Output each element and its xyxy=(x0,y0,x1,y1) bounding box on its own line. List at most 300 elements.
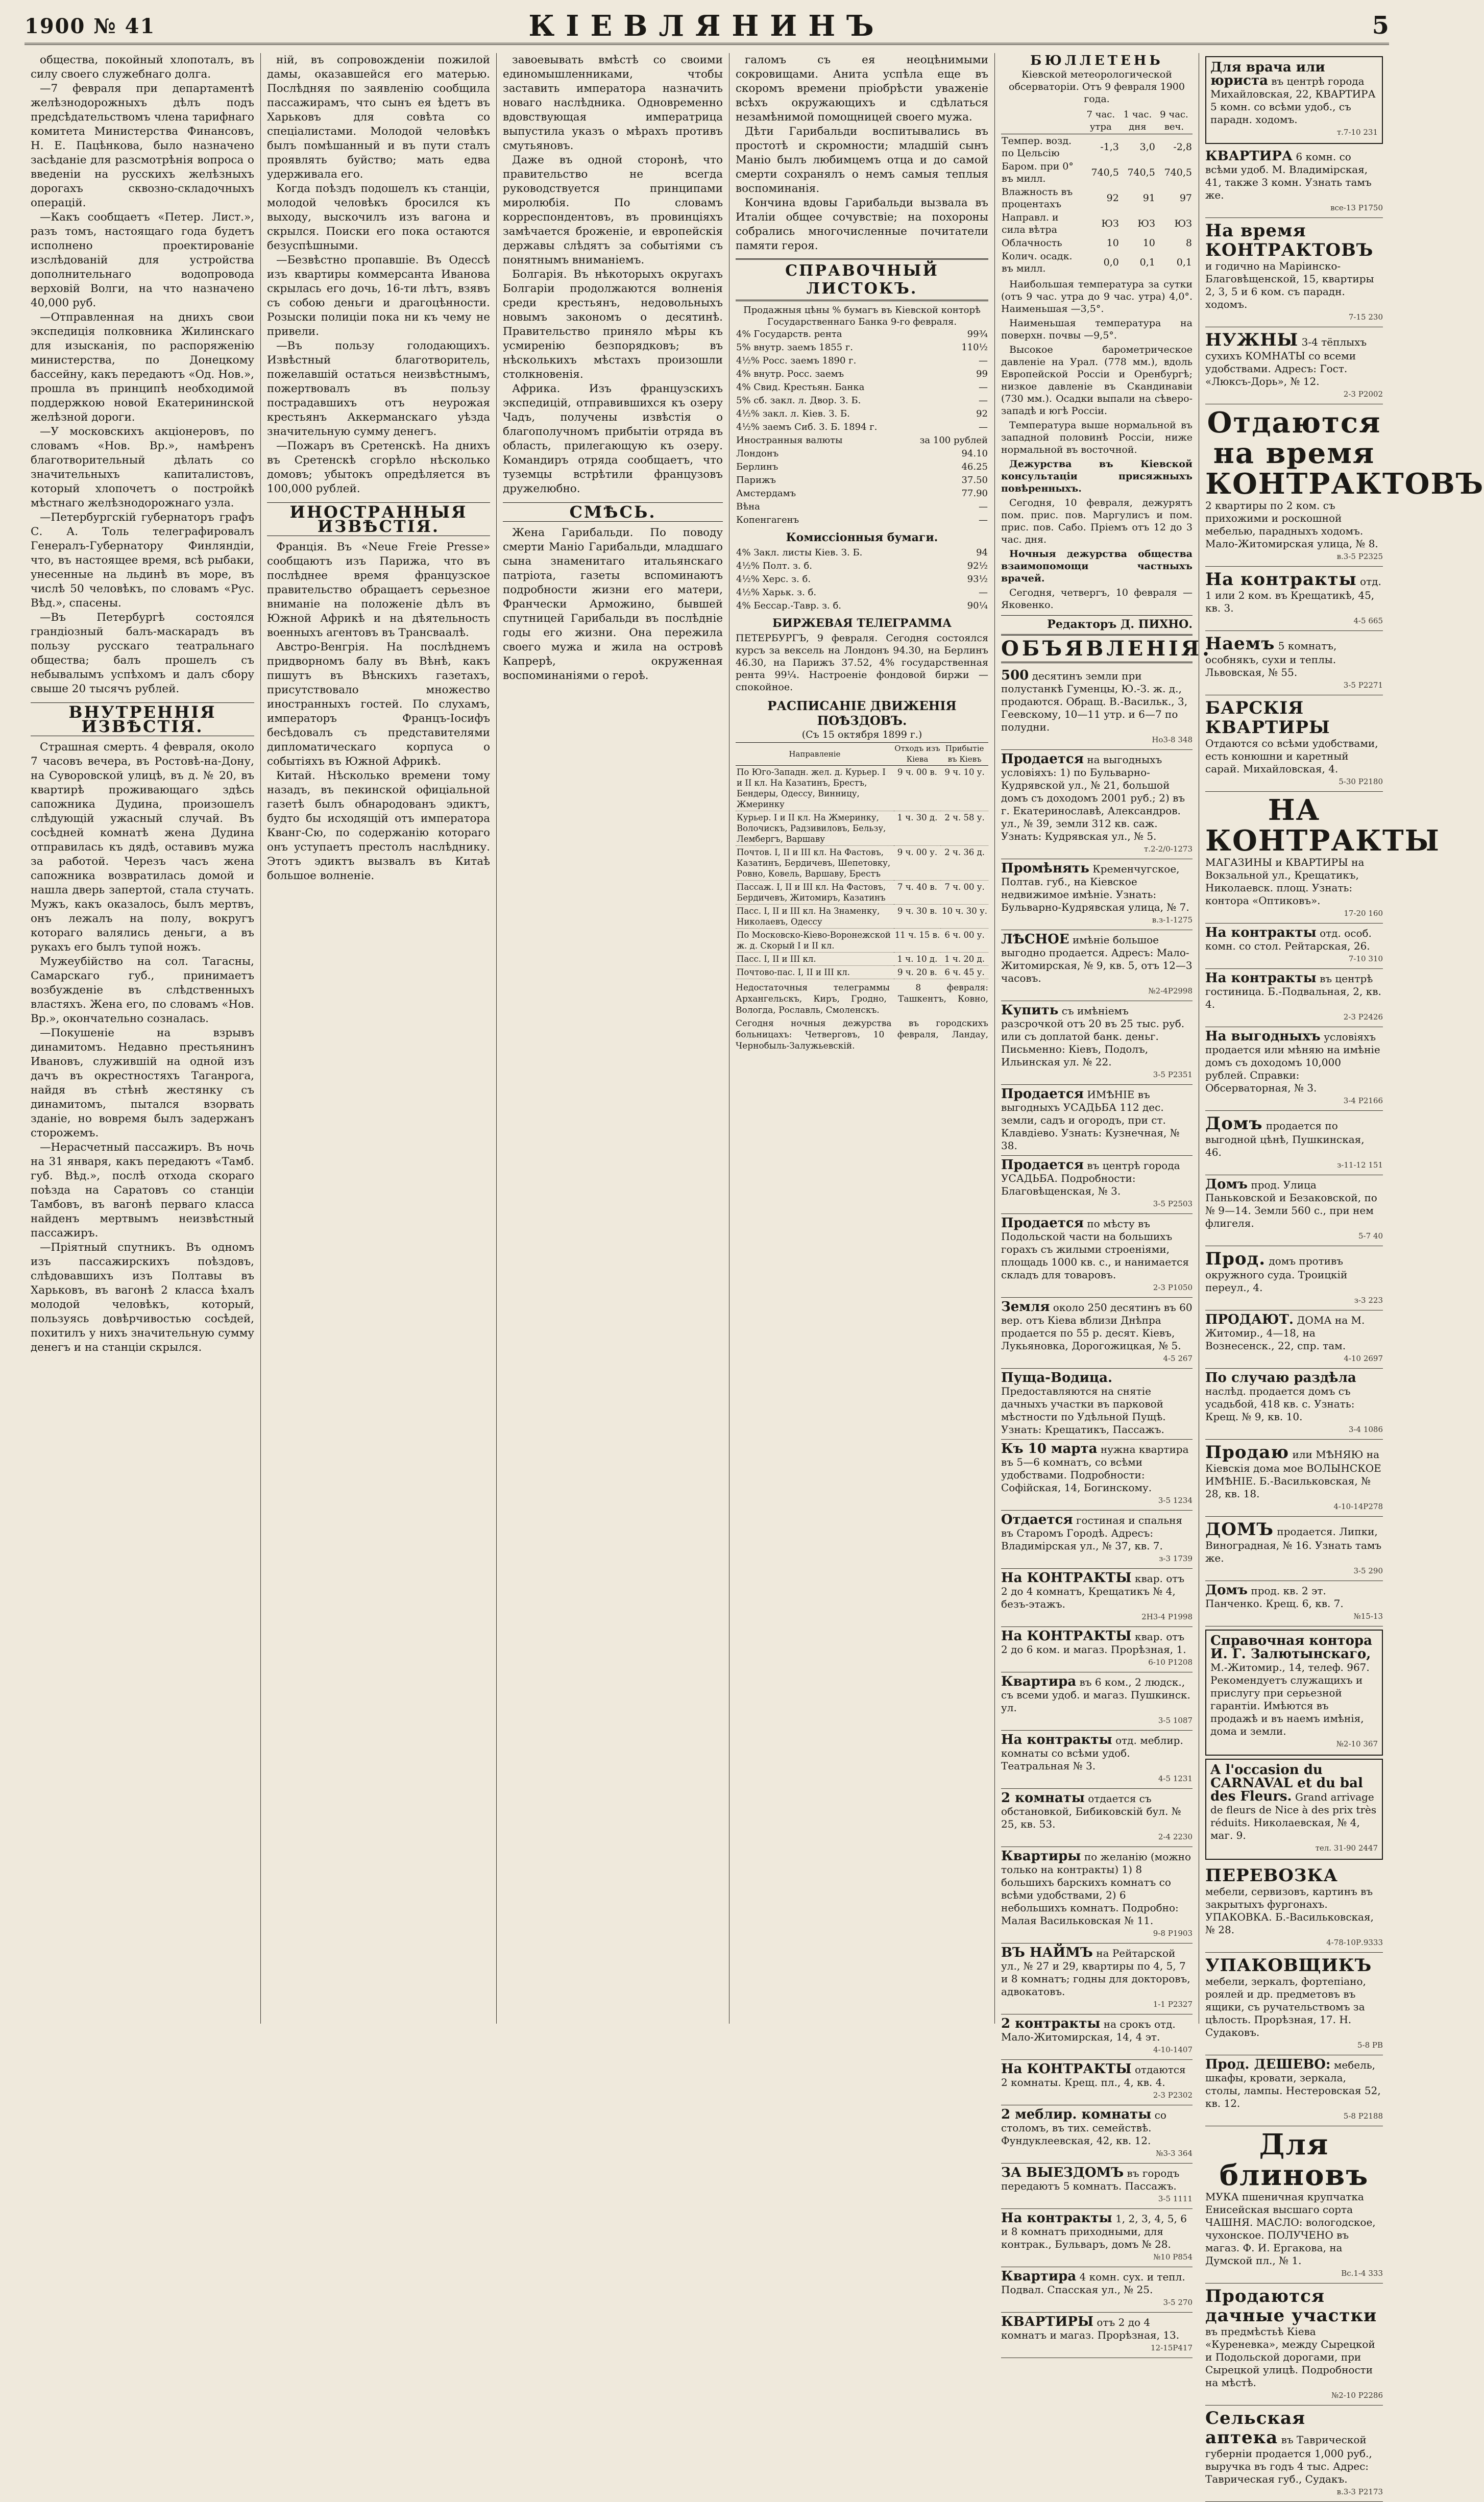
rate-name: 5% сб. закл. л. Двор. З. Б. xyxy=(736,395,861,406)
timetable-title: РАСПИСАНІЕ ДВИЖЕНІЯ ПОѢЗДОВЪ. xyxy=(767,698,957,728)
classified-ad xyxy=(1001,2060,1193,2105)
rate-value: 77.90 xyxy=(961,488,988,499)
paragraph: Сегодня, 10 февраля, дежурятъ пом. прис. пов. Маргулисъ и пом. прис. пов. Сабо. Пріемъ отъ 12 до 3 час. дня. xyxy=(1001,497,1193,545)
section-head-misc: СМѢСЬ. xyxy=(503,502,723,522)
paragraph: —Отправленная на днихъ свои экспедиція полковника Жилинскаго для изысканія, по распоряженію министерства, по Донецкому бассейну, какъ передаютъ «Од. Нов.», прошла въ принципѣ необходимой поддержкою новой Екатерининской желѣзной дороги. xyxy=(31,311,254,424)
departure-time: 9 ч. 00 в. xyxy=(894,766,941,811)
classified-ad xyxy=(1205,2284,1383,2406)
classified-ad xyxy=(1001,666,1193,750)
departure-time: 1 ч. 30 д. xyxy=(894,811,941,846)
ad-ref: т.2-2/0-1273 xyxy=(1144,844,1193,854)
rate-row xyxy=(736,599,988,613)
ad-ref: 3-5 1087 xyxy=(1158,1716,1193,1725)
ad-text: 3-4 тёплыхъ сухихъ КОМНАТЫ со всеми удобствами. Адресъ: Гост. «Люксъ-Дорь», № 12. xyxy=(1205,336,1367,387)
departure-time: 11 ч. 15 в. xyxy=(894,929,941,953)
classified-ad xyxy=(1205,1581,1383,1626)
ad-lead: Прод. xyxy=(1205,1249,1266,1269)
paragraph: Китай. Нѣсколько времени тому назадъ, въ пекинской офиціальной газетѣ былъ обнародованъ эдиктъ, будто бы исходящій отъ императора Кванг-Сю, по содержанію котораго онъ уступаетъ престолъ наслѣднику. Этотъ эдиктъ вызвалъ въ Китаѣ большое волненіе. xyxy=(267,769,490,882)
classified-ad xyxy=(1205,2055,1383,2126)
ad-lead: КВАРТИРА xyxy=(1205,149,1293,164)
paragraph: Кончина вдовы Гарибальди вызвала въ Италіи общее сочувствіе; на похороны собрались многочисленные почитатели памяти героя. xyxy=(736,197,988,252)
weather-param: Облачность xyxy=(1002,237,1062,249)
rate-name: Вѣна xyxy=(736,501,760,512)
rate-value: 90¼ xyxy=(967,600,988,611)
paragraph: Страшная смерть. 4 февраля, около 7 часовъ вечера, въ Ростовѣ-на-Дону, на Суворовской улицѣ, въ д. № 20, въ квартирѣ проживающаго здѣсь сапожника Дудина, произошелъ слѣдующій ужасный случай. Въ сосѣдней комнатѣ жена Дудина отправилась къ дядѣ, оставивъ мужа за работой. Черезъ часъ жена сапожника возвратилась домой и нашла дверь запертой, стала стучать. Мужъ, какъ оказалось, былъ мертвъ, онъ лежалъ на полу, вокругъ котораго валялись деньги, а въ рукахъ его былъ тупой ножъ. xyxy=(31,741,254,954)
duty-note: Сегодня ночныя дежурства въ городскихъ больницахъ: Четверговъ, 10 февраля, Ландау, Чернобыль-Залужьевскій. xyxy=(736,1018,988,1051)
classified-ad xyxy=(1205,1440,1383,1517)
ad-ref: 3-5 Р2351 xyxy=(1153,1070,1193,1079)
ad-lead: На выгодныхъ xyxy=(1205,1029,1321,1044)
ad-lead: ЗА ВЫЕЗДОМЪ xyxy=(1001,2165,1124,2180)
ad-ref: 7-10 310 xyxy=(1348,954,1383,963)
ad-ref: №2-10 367 xyxy=(1336,1739,1378,1748)
classified-ad xyxy=(1001,2209,1193,2267)
ad-lead: Продаю xyxy=(1205,1442,1290,1463)
ad-ref: тел. 31-90 2447 xyxy=(1315,1843,1378,1853)
departure-time: 9 ч. 00 у. xyxy=(894,846,941,881)
ad-text: мебели, сервизовъ, картинъ въ закрытыхъ фургонахъ. УПАКОВКА. Б.-Васильковская, № 28. xyxy=(1205,1885,1374,1936)
ad-text: квар. отъ 2 до 4 комнатъ, Крещатикъ № 4, безъ-этажъ. xyxy=(1001,1572,1185,1610)
paragraph: Высокое барометрическое давленіе на Урал. (778 мм.), вдоль Европейской Россіи и Оренбургѣ; низкое давленіе въ Скандинавіи (730 мм.). Осадки выпали на сѣверо-западѣ и югѣ Россіи. xyxy=(1001,344,1193,417)
ad-ref: 2-4 2230 xyxy=(1158,1832,1193,1841)
rate-row xyxy=(736,434,988,447)
rate-value: 46.25 xyxy=(961,461,988,472)
rate-value: — xyxy=(979,395,988,406)
ad-lead: Домъ xyxy=(1205,1583,1248,1598)
weather-value: 740,5 xyxy=(1164,167,1192,178)
weather-value: 91 xyxy=(1142,192,1155,204)
paragraph: —Въ пользу голодающихъ. Извѣстный благотворитель, пожелавшій остаться неизвѣстнымъ, пожертвовалъ въ пользу пострадавшихъ отъ неурожая крестьянъ Аккерманскаго уѣзда значительную сумму денегъ. xyxy=(267,339,490,438)
weather-param: Темпер. возд. по Цельсію xyxy=(1002,135,1072,159)
telegram-title: БИРЖЕВАЯ ТЕЛЕГРАММА xyxy=(772,617,952,630)
column-4 xyxy=(729,53,994,2024)
train-route: Пасс. I, II и III кл. На Знаменку, Николаевъ, Одессу xyxy=(736,905,894,929)
rate-row xyxy=(736,394,988,407)
ad-ref: Но3-8 348 xyxy=(1152,735,1193,744)
bulletin-subtitle: Кіевской метеорологической обсерваторіи. Отъ 9 февраля 1900 года. xyxy=(1009,69,1185,105)
classified-ad xyxy=(1205,969,1383,1027)
rate-row xyxy=(736,514,988,527)
ad-ref: 1-1 Р2327 xyxy=(1153,2000,1193,2009)
timetable-subtitle: (Съ 15 октября 1899 г.) xyxy=(801,729,922,740)
paragraph: —7 февраля при департаментѣ желѣзнодорожныхъ дѣлъ подъ предсѣдательствомъ члена тарифнаго комитета Министерства Финансовъ, Н. Е. Пацѣнкова, было назначено засѣданіе для разсмотрѣнія вопроса о введеніи на русскихъ желѣзныхъ дорогахъ сквозно-складочныхъ операцій. xyxy=(31,82,254,209)
ad-ref: №10 Р854 xyxy=(1153,2252,1193,2262)
ad-ref: 9-8 Р1903 xyxy=(1153,1929,1193,1938)
ad-text: по мѣсту въ Подольской части на большихъ горахъ съ жилыми строеніями, площадь 1000 кв. с., и нанимается складъ для товаровъ. xyxy=(1001,1218,1189,1281)
rate-row xyxy=(736,447,988,460)
telegram-note: Недостаточныя телеграммы 8 февраля: Архангельскъ, Киръ, Гродно, Ташкентъ, Ковно, Вологда, Рославль, Смоленскъ. xyxy=(736,983,988,1015)
ad-text: отд. 1 или 2 ком. въ Крещатикѣ, 45, кв. 3. xyxy=(1205,575,1381,614)
weather-header: 9 час. веч. xyxy=(1156,108,1193,134)
ad-lead: Для блиновъ xyxy=(1219,2128,1369,2192)
arrival-time: 2 ч. 36 д. xyxy=(941,846,988,881)
classified-ad xyxy=(1001,1001,1193,1085)
weather-value: 8 xyxy=(1185,237,1192,249)
arrival-time: 7 ч. 00 у. xyxy=(941,881,988,905)
ad-ref: в.3-3 Р2173 xyxy=(1336,2487,1383,2496)
weather-value: ЮЗ xyxy=(1101,218,1119,229)
weather-param: Направл. и сила вѣтра xyxy=(1002,212,1059,235)
newspaper-title: КІЕВЛЯНИНЪ xyxy=(528,9,885,43)
paragraph: галомъ съ ея неоцѣнимыми сокровищами. Анита успѣла еще въ скоромъ времени пріобрѣсти уваженіе всѣхъ окружающихъ и сдѣлаться незамѣнимой помощницей своего мужа. xyxy=(736,54,988,124)
ad-lead: Прод. ДЕШЕВО: xyxy=(1205,2057,1331,2072)
classified-ad xyxy=(1205,792,1440,924)
paragraph: завоевывать вмѣстѣ со своими единомышленниками, чтобы заставить императора назначить новаго наслѣдника. Одновременно вдовствующая императрица выпустила указъ о мѣрахъ противъ смутьяновъ. xyxy=(503,54,723,152)
weather-value: 97 xyxy=(1179,192,1192,204)
ad-lead: На контракты xyxy=(1205,925,1317,940)
ad-text: на выгодныхъ условіяхъ: 1) по Бульварно-Кудрявской ул., № 21, большой домъ съ доходомъ 2001 руб.; 2) въ г. Екатеринославѣ, Александров. ул., № 39, земли 312 кв. саж. Узнать: Кудрявская ул., № 5. xyxy=(1001,754,1185,842)
ad-text: гостиная и спальня въ Старомъ Городѣ. Адресъ: Владимірская ул., № 37, кв. 7. xyxy=(1001,1514,1183,1552)
classified-ad xyxy=(1205,1027,1383,1111)
ad-ref: №15-13 xyxy=(1353,1612,1383,1621)
ad-ref: 2-3 Р1050 xyxy=(1153,1283,1193,1292)
classified-ad xyxy=(1001,1085,1193,1156)
ad-lead: Продается xyxy=(1001,751,1084,767)
rate-name: Иностранныя валюты xyxy=(736,435,843,446)
rate-value: 99 xyxy=(976,369,988,379)
ad-ref: в.з-1-1275 xyxy=(1152,915,1193,925)
ad-lead: Продается xyxy=(1001,1086,1084,1102)
telegram-text: ПЕТЕРБУРГЪ, 9 февраля. Сегодня состоялся курсъ за вексель на Лондонъ 94.30, на Берлинъ 46.30, на Парижъ 37.52, 4% государственная рента 99¼. Настроеніе фондовой биржи — спокойное. xyxy=(736,633,988,693)
ad-ref: 6-10 Р1208 xyxy=(1148,1658,1193,1667)
train-route: Курьер. I и II кл. На Жмеринку, Волочискъ, Радзивиловъ, Бельзу, Лембергъ, Варшаву xyxy=(736,811,894,846)
timetable-header: Направленіе xyxy=(736,743,894,766)
rate-row xyxy=(736,381,988,394)
classified-ad xyxy=(1001,1369,1193,1440)
rate-value: за 100 рублей xyxy=(919,435,988,446)
rate-row xyxy=(736,560,988,573)
weather-value: 10 xyxy=(1106,237,1119,249)
weather-header: 7 час. утра xyxy=(1082,108,1120,134)
reference-subtitle: Продажныя цѣны % бумагъ въ Кіевской конторѣ Государственнаго Банка 9-го февраля. xyxy=(743,305,981,327)
rate-row xyxy=(736,573,988,586)
classified-ad xyxy=(1001,1569,1193,1627)
paragraph: ній, въ сопровожденіи пожилой дамы, оказавшейся его матерью. Послѣдняя по заявленію сообщила пассажирамъ, что сынъ ея ѣдетъ въ Харьковъ для совѣта со спеціалистами. Молодой человѣкъ былъ помѣшанный и въ пути сталъ проявлять буйство; мать едва удерживала его. xyxy=(267,54,490,181)
col1-news xyxy=(31,53,254,696)
ad-ref: 17-20 160 xyxy=(1344,909,1383,918)
timetable-row xyxy=(736,846,988,881)
classified-ad xyxy=(1205,56,1383,144)
ad-lead: На контракты xyxy=(1001,1732,1112,1747)
weather-header: 1 час. дня xyxy=(1120,108,1156,134)
timetable-row xyxy=(736,953,988,966)
ad-ref: 3-4 1086 xyxy=(1348,1425,1383,1434)
weather-value: 92 xyxy=(1106,192,1119,204)
paragraph: Болгарія. Въ нѣкоторыхъ округахъ Болгаріи продолжаются волненія среди крестьянъ, недовольныхъ новымъ закономъ о десятинѣ. Правительство приняло мѣры къ усмиренію безпорядковъ; въ нѣсколькихъ мѣстахъ произошли столкновенія. xyxy=(503,268,723,381)
internal-news xyxy=(31,740,254,1355)
rate-value: 92 xyxy=(976,408,988,419)
ad-lead: Продаются дачные участки xyxy=(1205,2286,1377,2326)
paragraph: —Пріятный спутникъ. Въ одномъ изъ пассажирскихъ поѣздовъ, слѣдовавшихъ изъ Полтавы въ Харьковъ, въ вагонѣ 2 класса ѣхалъ молодой человѣкъ, который, пользуясь довѣрчивостью сосѣдей, похитилъ у нихъ значительную сумму денегъ и на станціи скрылся. xyxy=(31,1241,254,1354)
ad-text: въ центрѣ города УСАДЬБА. Подробности: Благовѣщенская, № 3. xyxy=(1001,1159,1180,1197)
rate-row xyxy=(736,460,988,474)
classified-ad xyxy=(1205,695,1383,792)
column-1 xyxy=(25,53,260,2024)
train-route: Почтов. I, II и III кл. На Фастовъ, Казатинъ, Бердичевъ, Шепетовку, Ровно, Ковель, Варшаву, Брестъ xyxy=(736,846,894,881)
rate-name: 4% Свид. Крестьян. Банка xyxy=(736,382,865,393)
classified-ad xyxy=(1205,1953,1383,2055)
paragraph: Наименьшая температура на поверхн. почвы —9,5°. xyxy=(1001,318,1193,341)
ad-text: прод. Улица Паньковской и Безаковской, по № 9—14. Земли 560 с., при нем флигеля. xyxy=(1205,1179,1377,1229)
column-5 xyxy=(994,53,1212,2352)
paragraph: —Покушеніе на взрывъ динамитомъ. Недавно престьянинъ Ивановъ, служившій на одной изъ дачъ въ окрестностяхъ Таганрога, найдя въ стѣнѣ жестянку съ динамитомъ, пытался взорвать зданіе, но вовремя былъ задержанъ сторожемъ. xyxy=(31,1027,254,1139)
weather-value: 10 xyxy=(1142,237,1155,249)
ad-text: Отдаются со всѣми удобствами, есть конюшни и каретный сарай. Михайловская, 4. xyxy=(1205,737,1378,775)
rate-value: 92½ xyxy=(967,561,988,571)
rate-name: 4% Государств. рента xyxy=(736,329,842,339)
rate-name: Берлинъ xyxy=(736,461,779,472)
rate-name: 4% внутр. Росс. заемъ xyxy=(736,369,844,379)
ad-lead: На КОНТРАКТЫ xyxy=(1001,2061,1132,2077)
ad-ref: 4-10-14Р278 xyxy=(1333,1502,1383,1511)
editor-line: Редакторъ Д. ПИХНО. xyxy=(1001,615,1193,631)
ad-text: и годично на Маріинско-Благовѣщенской, 15, квартиры 2, 3, 5 и 6 ком. съ парадн. ходомъ. xyxy=(1205,260,1374,310)
classified-ad xyxy=(1205,1517,1383,1581)
ad-lead: ПЕРЕВОЗКА xyxy=(1205,1865,1338,1886)
ad-lead: Пуща-Водица. xyxy=(1001,1370,1113,1386)
classified-ad xyxy=(1001,2014,1193,2060)
ad-lead: Отдаются на время КОНТРАКТОВЪ xyxy=(1205,406,1484,501)
weather-value: 0,1 xyxy=(1176,257,1192,268)
paragraph: Когда поѣздъ подошелъ къ станціи, молодой человѣкъ бросился къ выходу, выскочилъ изъ вагона и скрылся. Поиски его пока остаются безуспѣшными. xyxy=(267,182,490,252)
weather-value: 0,0 xyxy=(1103,257,1119,268)
ad-text: съ имѣніемъ разсрочкой отъ 20 въ 25 тыс. руб. или съ доплатой банк. деньг. Письменно: Кіевъ, Подолъ, Ильинская ул. № 22. xyxy=(1001,1005,1185,1068)
classified-ad xyxy=(1205,631,1383,695)
ad-text: Кременчугское, Полтав. губ., на Кіевское недвижимое имѣніе. Узнать: Бульварно-Кудрявская улица, № 7. xyxy=(1001,863,1189,913)
classified-ad xyxy=(1205,1310,1383,1369)
classified-ad xyxy=(1001,2267,1193,2313)
weather-value: 740,5 xyxy=(1127,167,1155,178)
ad-text: въ предмѣстьѣ Кіева «Куреневка», между Сырецкой и Подольской дорогами, при Сырецкой улицѣ. Подробности на мѣстѣ. xyxy=(1205,2325,1375,2389)
rate-name: 4% Закл. листы Кіев. З. Б. xyxy=(736,547,863,558)
ad-text: нужна квартира въ 5—6 комнатъ, со всѣми удобствами. Подробности: Софійская, 14, Богинскому. xyxy=(1001,1443,1189,1494)
ad-ref: 5-30 Р2180 xyxy=(1339,777,1383,786)
ad-ref: 2-3 Р2302 xyxy=(1153,2091,1193,2100)
departure-time: 1 ч. 10 д. xyxy=(894,953,941,966)
ad-ref: все-13 Р1750 xyxy=(1330,203,1383,212)
rate-row xyxy=(736,421,988,434)
ad-text: имѣніе большое выгодно продается. Адресъ: Мало-Житомирская, № 9, кв. 5, отъ 12—3 часовъ. xyxy=(1001,934,1193,984)
ad-text: на Рейтарской ул., № 27 и 29, квартиры по 4, 5, 7 и 8 комнатъ; годны для докторовъ, адвокатовъ. xyxy=(1001,1947,1190,1998)
ad-text: въ центрѣ города Михайловская, 22, КВАРТИРА 5 комн. со всѣми удоб., съ парадн. ходомъ. xyxy=(1210,75,1376,126)
ad-ref: 5-8 Р2188 xyxy=(1343,2111,1383,2121)
ad-lead: Для врача или юриста xyxy=(1210,60,1325,88)
ad-text: отдается съ обстановкой, Бибиковскій бул. № 25, кв. 53. xyxy=(1001,1792,1181,1830)
rate-name: Лондонъ xyxy=(736,448,779,459)
ad-text: 1, 2, 3, 4, 5, 6 и 8 комнатъ приходными, для контрак., Бульваръ, домъ № 28. xyxy=(1001,2213,1187,2250)
weather-value: 3,0 xyxy=(1139,141,1155,153)
classified-ad xyxy=(1001,1847,1193,1944)
ad-ref: №2-10 Р2286 xyxy=(1331,2391,1383,2400)
arrival-time: 1 ч. 20 д. xyxy=(941,953,988,966)
columns xyxy=(25,53,1484,2496)
reference-title: СПРАВОЧНЫЙ ЛИСТОКЪ. xyxy=(736,258,988,301)
classified-ad xyxy=(1001,1440,1193,1511)
rate-row xyxy=(736,474,988,487)
ad-text: около 250 десятинъ въ 60 вер. отъ Кіева вблизи Днѣпра продается по 55 р. десят. Кіевъ, Лукьяновка, Дорогожицкая, № 5. xyxy=(1001,1301,1193,1352)
weather-row xyxy=(1001,250,1193,275)
commission-table xyxy=(736,546,988,613)
weather-row xyxy=(1001,236,1193,250)
consult2-head: Ночныя дежурства общества взаимопомощи частныхъ врачей. xyxy=(1001,548,1193,584)
rate-value: 37.50 xyxy=(961,475,988,485)
column-2 xyxy=(260,53,496,2024)
paragraph: —Въ Петербургѣ состоялся грандіозный балъ-маскарадъ въ пользу русскаго театральнаго общества; балъ прошелъ съ небывалымъ успѣхомъ и далъ сбору свыше 20 тысячъ рублей. xyxy=(31,611,254,695)
ad-lead: Домъ xyxy=(1205,1113,1263,1134)
ad-text: ДОМА на М. Житомир., 4—18, на Вознесенск., 22, спр. там. xyxy=(1205,1314,1365,1352)
ad-lead: 2 меблир. комнаты xyxy=(1001,2107,1152,2122)
classified-ad xyxy=(1001,930,1193,1001)
ad-ref: 12-15Р417 xyxy=(1151,2343,1193,2352)
classified-ad xyxy=(1001,1298,1193,1369)
ad-text: МАГАЗИНЫ и КВАРТИРЫ на Вокзальной ул., Крещатикъ, Николаевск. площ. Узнать: контора «Оптиковъ». xyxy=(1205,856,1365,907)
rate-row xyxy=(736,328,988,341)
ad-lead: Квартиры xyxy=(1001,1849,1081,1864)
ad-lead: 500 xyxy=(1001,668,1029,683)
classified-ad xyxy=(1205,327,1383,404)
weather-param: Влажность въ процентахъ xyxy=(1002,186,1073,210)
paragraph: —У московскихъ акціонеровъ, по словамъ «Нов. Вр.», намѣренъ благотворительный дѣлать со значительныхъ капиталистовъ, который хлопочетъ о постройкѣ мѣстнаго желѣзнодорожнаго узла. xyxy=(31,425,254,509)
rate-name: Парижъ xyxy=(736,475,776,485)
ad-ref: з-3 223 xyxy=(1354,1296,1383,1305)
ad-text: продается. Липки, Виноградная, № 16. Узнать тамъ же. xyxy=(1205,1525,1382,1564)
ad-ref: 4-5 1231 xyxy=(1158,1774,1193,1783)
ad-lead: A l'occasion du CARNAVAL et du bal des Fleurs. xyxy=(1210,1762,1363,1804)
weather-value: 0,1 xyxy=(1139,257,1155,268)
classified-ad xyxy=(1205,924,1383,969)
ad-ref: 4-10-1407 xyxy=(1153,2045,1193,2054)
weather-header xyxy=(1001,108,1082,134)
rate-value: 93½ xyxy=(967,574,988,585)
classified-ad xyxy=(1205,1630,1383,1756)
ad-text: МУКА пшеничная крупчатка Енисейская высшаго сорта ЧАШНЯ. МАСЛО: вологодское, чухонское. ПОЛУЧЕНО въ магаз. Ф. И. Ергакова, на Думской пл., № 1. xyxy=(1205,2191,1376,2267)
classified-ad xyxy=(1001,1944,1193,2014)
train-route: По Юго-Западн. жел. д. Курьер. I и II кл. На Казатинъ, Брестъ, Бендеры, Одессу, Винницу, Жмеринку xyxy=(736,766,894,811)
section-head-foreign: ИНОСТРАННЫЯ ИЗВѢСТІЯ. xyxy=(267,502,490,536)
ad-text: въ городъ передаютъ 5 комнатъ. Пассажъ. xyxy=(1001,2167,1180,2192)
ad-lead: На контракты xyxy=(1205,569,1357,590)
ad-lead: Земля xyxy=(1001,1299,1050,1315)
departure-time: 7 ч. 40 в. xyxy=(894,881,941,905)
train-route: По Московско-Кіево-Воронежской ж. д. Скорый I и II кл. xyxy=(736,929,894,953)
ad-text: со столомъ, въ тих. семействѣ. Фундуклеевская, 42, кв. 12. xyxy=(1001,2109,1166,2147)
ad-text: 2 квартиры по 2 ком. съ прихожими и роскошной мебелью, парадныхъ ходомъ. Мало-Житомирская улица, № 8. xyxy=(1205,499,1378,550)
ads-title: ОБЪЯВЛЕНІЯ. xyxy=(1001,634,1193,663)
ad-ref: в.3-5 Р2325 xyxy=(1336,552,1383,561)
ad-ref: 3-4 Р2166 xyxy=(1343,1096,1383,1105)
page-number: 5 xyxy=(1372,11,1389,40)
rate-value: — xyxy=(979,422,988,432)
ad-lead: НУЖНЫ xyxy=(1205,330,1299,350)
ad-text: мебели, зеркалъ, фортепіано, роялей и др. предметовъ въ ящики, съ ручательствомъ за цѣлость. Прорѣзная, 17. Н. Судаковъ. xyxy=(1205,1975,1366,2038)
timetable-header: Отходъ изъ Кіева xyxy=(894,743,941,766)
classified-ad xyxy=(1001,1627,1193,1672)
departure-time: 9 ч. 20 в. xyxy=(894,966,941,979)
timetable xyxy=(736,742,988,979)
ad-lead: Домъ xyxy=(1205,1177,1248,1192)
rate-value: — xyxy=(979,501,988,512)
ad-text: десятинъ земли при полустанкѣ Гуменцы, Ю.-З. ж. д., продаются. Обращ. В.-Васильк., 3, Геевскому, 10—11 утр. и 6—7 по полудни. xyxy=(1001,670,1188,733)
train-route: Пасс. I, II и III кл. xyxy=(736,953,894,966)
ad-lead: Квартира xyxy=(1001,1674,1077,1689)
weather-row xyxy=(1001,134,1193,160)
ad-text: ИМѢНІЕ въ выгодныхъ УСАДЬБА 112 дес. земли, садъ и огородъ, при ст. Клавдіево. Узнать: Кузнечная, № 38. xyxy=(1001,1088,1180,1152)
ad-lead: На контракты xyxy=(1001,2210,1112,2226)
rate-value: — xyxy=(979,382,988,393)
rate-value: 94.10 xyxy=(961,448,988,459)
paragraph: Даже въ одной сторонѣ, что правительство не всегда руководствуется принципами миролюбія. По словамъ корреспондентовъ, въ провинціяхъ замѣчается броженіе, и европейскія державы слѣдятъ за событіями съ понятнымъ вниманіемъ. xyxy=(503,154,723,266)
timetable-row xyxy=(736,929,988,953)
ad-ref: №2-4Р2998 xyxy=(1148,986,1193,995)
ad-lead: БАРСКІЯ КВАРТИРЫ xyxy=(1205,698,1330,738)
ad-ref: 3-5 270 xyxy=(1163,2298,1193,2307)
rate-value: — xyxy=(979,587,988,598)
ad-lead: Сельская аптека xyxy=(1205,2408,1306,2448)
classified-ad xyxy=(1001,1511,1193,1569)
arrival-time: 6 ч. 00 у. xyxy=(941,929,988,953)
rate-value: 110½ xyxy=(961,342,988,353)
paragraph: Франція. Въ «Neue Freie Presse» сообщаютъ изъ Парижа, что въ послѣднее время французское правительство обращаетъ серьезное вниманіе на положеніе дѣлъ въ Южной Африкѣ и на дѣятельность военныхъ агентовъ въ Трансваалѣ. xyxy=(267,541,490,639)
ad-text: отъ 2 до 4 комнатъ и магаз. Прорѣзная, 13. xyxy=(1001,2316,1180,2341)
ad-lead: Продается xyxy=(1001,1157,1084,1173)
rate-name: 4½% Росс. заемъ 1890 г. xyxy=(736,355,857,366)
timetable-row xyxy=(736,905,988,929)
classified-ad xyxy=(1001,1731,1193,1789)
classified-ad xyxy=(1001,2164,1193,2209)
ad-ref: №3-3 364 xyxy=(1156,2149,1193,2158)
paragraph: Наибольшая температура за сутки (отъ 9 час. утра до 9 час. утра) 4,0°. Наименьшая —3,5°. xyxy=(1001,279,1193,314)
issue-number: 1900 № 41 xyxy=(25,14,156,38)
rate-row xyxy=(736,407,988,421)
ad-text: квар. отъ 2 до 6 ком. и магаз. Прорѣзная, 1. xyxy=(1001,1631,1186,1656)
ad-ref: 3-5 Р2271 xyxy=(1343,681,1383,690)
classified-ad xyxy=(1001,2313,1193,2358)
ad-text: мебель, шкафы, кровати, зеркала, столы, лампы. Нестеровская 52, кв. 12. xyxy=(1205,2059,1381,2109)
weather-row xyxy=(1001,160,1193,185)
arrival-time: 10 ч. 30 у. xyxy=(941,905,988,929)
timetable-row xyxy=(736,881,988,905)
rate-value: — xyxy=(979,355,988,366)
ad-ref: 3-5 Р2503 xyxy=(1153,1199,1193,1208)
commission-head: Комиссіонныя бумаги. xyxy=(786,531,938,544)
rate-row xyxy=(736,546,988,560)
ad-ref: Вс.1-4 333 xyxy=(1341,2269,1383,2278)
ad-lead: ПРОДАЮТ. xyxy=(1205,1312,1294,1327)
ad-lead: Квартира xyxy=(1001,2269,1077,2284)
ad-text: домъ противъ окружного суда. Троицкій переул., 4. xyxy=(1205,1255,1348,1294)
paragraph: Мужеубійство на сол. Тагасны, Самарскаго губ., принимаетъ возбужденіе въ слѣдственныхъ властяхъ. Жена его, по словамъ «Нов. Вр.», окончательно созналась. xyxy=(31,955,254,1025)
ad-lead: Купить xyxy=(1001,1003,1059,1018)
departure-time: 9 ч. 30 в. xyxy=(894,905,941,929)
rate-value: — xyxy=(979,515,988,525)
classified-ad xyxy=(1205,404,1484,567)
ad-ref: 7-15 230 xyxy=(1348,312,1383,322)
paragraph: Сегодня, четвергъ, 10 февраля — Яковенко. xyxy=(1001,587,1193,611)
classified-ad xyxy=(1001,1214,1193,1298)
arrival-time: 2 ч. 58 у. xyxy=(941,811,988,846)
ad-ref: з-3 1739 xyxy=(1159,1554,1193,1563)
paragraph: —Пожаръ въ Сретенскѣ. На днихъ въ Сретенскѣ сгорѣло нѣсколько домовъ; убытокъ опредѣляется въ 100,000 рублей. xyxy=(267,440,490,495)
ad-text: прод. кв. 2 эт. Панченко. Крещ. 6, кв. 7. xyxy=(1205,1585,1344,1610)
ad-ref: т.7-10 231 xyxy=(1336,128,1378,137)
ad-text: въ Таврической губерніи продается 1,000 руб., выручка въ годъ 4 тыс. Адрес: Таврическая губ., Судакъ. xyxy=(1205,2434,1372,2485)
rate-row xyxy=(736,586,988,599)
ad-text: Grand arrivage de fleurs de Nice à des prix très réduits. Николаевская, № 4, маг. 9. xyxy=(1210,1791,1377,1841)
masthead xyxy=(25,7,1389,45)
paragraph: —Петербургскій губернаторъ графъ С. А. Толь телеграфировалъ Генералъ-Губернатору Финляндіи, что, въ настоящее время, всѣ рыбаки, унесенные на льдинѣ въ море, въ числѣ 50 человѣкъ, по словамъ «Рус. Вѣд.», спасены. xyxy=(31,511,254,610)
ad-text: отд. меблир. комнаты со всѣми удоб. Театральная № 3. xyxy=(1001,1734,1183,1772)
weather-param: Баром. при 0° въ милл. xyxy=(1002,161,1074,184)
